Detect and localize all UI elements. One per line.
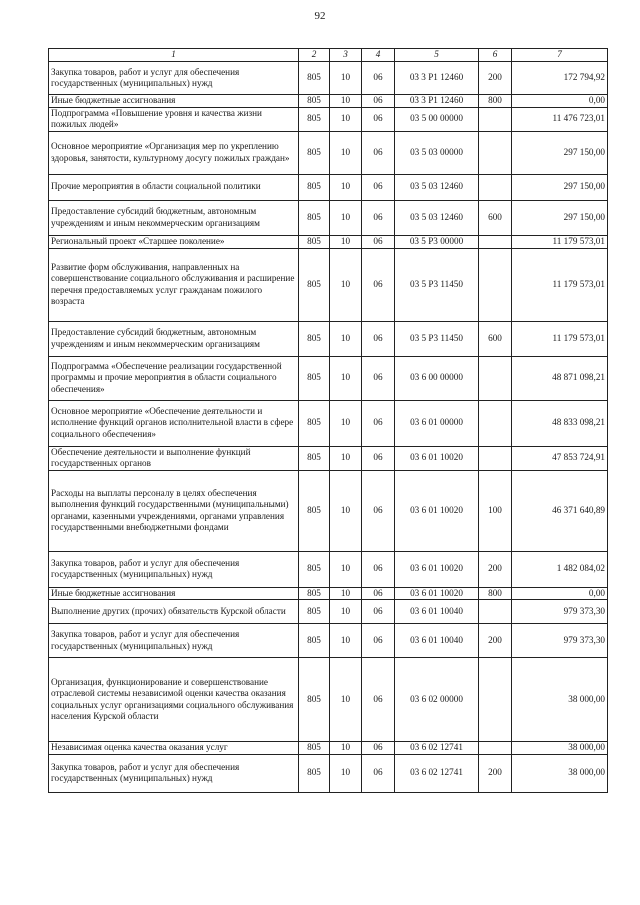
- table-row: [49, 321, 608, 356]
- row-name: Предоставление субсидий бюджетным, автономным учреждениям и иным некоммерческим организациям: [49, 321, 299, 356]
- column-header: 7: [512, 49, 608, 62]
- row-expense-type: [479, 131, 512, 174]
- row-target-article: 03 6 00 00000: [395, 356, 479, 400]
- table-row: [49, 131, 608, 174]
- row-amount: 11 179 573,01: [512, 248, 608, 321]
- row-name: Независимая оценка качества оказания услуг: [49, 742, 299, 755]
- row-name: Закупка товаров, работ и услуг для обеспечения государственных (муниципальных) нужд: [49, 551, 299, 587]
- row-grbs: 805: [299, 658, 330, 742]
- row-amount: 38 000,00: [512, 754, 608, 792]
- table-row: [49, 107, 608, 131]
- row-grbs: 805: [299, 470, 330, 551]
- row-target-article: 03 6 02 12741: [395, 742, 479, 755]
- table-row: [49, 248, 608, 321]
- row-amount: 979 373,30: [512, 624, 608, 658]
- row-amount: 38 000,00: [512, 742, 608, 755]
- row-subsection: 06: [362, 754, 395, 792]
- row-subsection: 06: [362, 95, 395, 108]
- row-grbs: 805: [299, 587, 330, 600]
- row-name: Закупка товаров, работ и услуг для обеспечения государственных (муниципальных) нужд: [49, 754, 299, 792]
- row-section: 10: [330, 742, 362, 755]
- table-row: [49, 470, 608, 551]
- row-grbs: 805: [299, 742, 330, 755]
- row-subsection: 06: [362, 600, 395, 624]
- row-target-article: 03 3 Р1 12460: [395, 62, 479, 95]
- table-row: [49, 754, 608, 792]
- row-section: 10: [330, 200, 362, 235]
- row-subsection: 06: [362, 400, 395, 446]
- row-grbs: 805: [299, 248, 330, 321]
- row-target-article: 03 5 03 00000: [395, 131, 479, 174]
- column-header: 4: [362, 49, 395, 62]
- column-number-row: [49, 49, 608, 62]
- row-expense-type: 600: [479, 200, 512, 235]
- row-subsection: 06: [362, 587, 395, 600]
- row-expense-type: [479, 446, 512, 470]
- row-target-article: 03 6 01 10020: [395, 446, 479, 470]
- row-grbs: 805: [299, 200, 330, 235]
- row-grbs: 805: [299, 107, 330, 131]
- row-section: 10: [330, 470, 362, 551]
- row-subsection: 06: [362, 248, 395, 321]
- row-target-article: 03 5 Р3 11450: [395, 321, 479, 356]
- row-target-article: 03 3 Р1 12460: [395, 95, 479, 108]
- row-amount: 297 150,00: [512, 174, 608, 200]
- row-section: 10: [330, 446, 362, 470]
- row-section: 10: [330, 62, 362, 95]
- row-grbs: 805: [299, 95, 330, 108]
- row-section: 10: [330, 587, 362, 600]
- row-name: Организация, функционирование и совершенствование отраслевой системы независимой оценки качества оказания социальных услуг организациями социального обслуживания населения Курской области: [49, 658, 299, 742]
- row-amount: 38 000,00: [512, 658, 608, 742]
- row-target-article: 03 6 01 10040: [395, 600, 479, 624]
- column-header: 3: [330, 49, 362, 62]
- row-section: 10: [330, 321, 362, 356]
- page-number: 92: [314, 10, 326, 22]
- row-grbs: 805: [299, 446, 330, 470]
- row-amount: 47 853 724,91: [512, 446, 608, 470]
- row-section: 10: [330, 248, 362, 321]
- row-name: Предоставление субсидий бюджетным, автономным учреждениям и иным некоммерческим организациям: [49, 200, 299, 235]
- row-amount: 46 371 640,89: [512, 470, 608, 551]
- row-subsection: 06: [362, 742, 395, 755]
- row-section: 10: [330, 754, 362, 792]
- row-name: Региональный проект «Старшее поколение»: [49, 235, 299, 248]
- row-target-article: 03 5 00 00000: [395, 107, 479, 131]
- column-header: 1: [49, 49, 299, 62]
- row-section: 10: [330, 600, 362, 624]
- row-target-article: 03 6 02 00000: [395, 658, 479, 742]
- table-row: [49, 624, 608, 658]
- row-target-article: 03 5 Р3 00000: [395, 235, 479, 248]
- row-grbs: 805: [299, 551, 330, 587]
- row-expense-type: 800: [479, 587, 512, 600]
- row-grbs: 805: [299, 131, 330, 174]
- row-subsection: 06: [362, 446, 395, 470]
- row-expense-type: 100: [479, 470, 512, 551]
- row-subsection: 06: [362, 356, 395, 400]
- row-subsection: 06: [362, 235, 395, 248]
- row-target-article: 03 6 01 00000: [395, 400, 479, 446]
- row-grbs: 805: [299, 754, 330, 792]
- table-row: [49, 742, 608, 755]
- row-amount: 48 833 098,21: [512, 400, 608, 446]
- row-target-article: 03 5 Р3 11450: [395, 248, 479, 321]
- row-subsection: 06: [362, 131, 395, 174]
- row-subsection: 06: [362, 658, 395, 742]
- row-expense-type: 200: [479, 754, 512, 792]
- row-name: Подпрограмма «Повышение уровня и качества жизни пожилых людей»: [49, 107, 299, 131]
- row-name: Основное мероприятие «Обеспечение деятельности и исполнение функций органов исполнительной власти в сфере социального обеспечения»: [49, 400, 299, 446]
- row-expense-type: [479, 658, 512, 742]
- row-subsection: 06: [362, 62, 395, 95]
- row-amount: 297 150,00: [512, 131, 608, 174]
- row-name: Закупка товаров, работ и услуг для обеспечения государственных (муниципальных) нужд: [49, 62, 299, 95]
- table-row: [49, 356, 608, 400]
- row-name: Основное мероприятие «Организация мер по укреплению здоровья, занятости, культурному досугу пожилых граждан»: [49, 131, 299, 174]
- budget-table: [48, 48, 608, 793]
- column-header: 2: [299, 49, 330, 62]
- row-grbs: 805: [299, 321, 330, 356]
- row-section: 10: [330, 107, 362, 131]
- table-row: [49, 174, 608, 200]
- row-subsection: 06: [362, 107, 395, 131]
- row-expense-type: [479, 742, 512, 755]
- row-expense-type: 800: [479, 95, 512, 108]
- row-section: 10: [330, 174, 362, 200]
- row-target-article: 03 5 03 12460: [395, 174, 479, 200]
- row-section: 10: [330, 235, 362, 248]
- row-subsection: 06: [362, 551, 395, 587]
- row-expense-type: [479, 235, 512, 248]
- row-amount: 0,00: [512, 587, 608, 600]
- row-grbs: 805: [299, 235, 330, 248]
- row-section: 10: [330, 95, 362, 108]
- row-section: 10: [330, 356, 362, 400]
- table-row: [49, 400, 608, 446]
- row-section: 10: [330, 658, 362, 742]
- table-row: [49, 600, 608, 624]
- row-amount: 1 482 084,02: [512, 551, 608, 587]
- row-expense-type: 200: [479, 624, 512, 658]
- table-row: [49, 95, 608, 108]
- row-subsection: 06: [362, 200, 395, 235]
- column-header: 6: [479, 49, 512, 62]
- row-amount: 979 373,30: [512, 600, 608, 624]
- table-row: [49, 658, 608, 742]
- row-section: 10: [330, 551, 362, 587]
- row-grbs: 805: [299, 400, 330, 446]
- column-header: 5: [395, 49, 479, 62]
- row-amount: 48 871 098,21: [512, 356, 608, 400]
- row-target-article: 03 6 01 10020: [395, 587, 479, 600]
- row-grbs: 805: [299, 62, 330, 95]
- row-name: Выполнение других (прочих) обязательств Курской области: [49, 600, 299, 624]
- row-section: 10: [330, 131, 362, 174]
- row-subsection: 06: [362, 470, 395, 551]
- row-grbs: 805: [299, 356, 330, 400]
- row-subsection: 06: [362, 624, 395, 658]
- row-target-article: 03 6 02 12741: [395, 754, 479, 792]
- row-grbs: 805: [299, 174, 330, 200]
- row-target-article: 03 6 01 10020: [395, 470, 479, 551]
- table-row: [49, 587, 608, 600]
- row-expense-type: [479, 356, 512, 400]
- row-name: Обеспечение деятельности и выполнение функций государственных органов: [49, 446, 299, 470]
- row-amount: 11 179 573,01: [512, 321, 608, 356]
- row-expense-type: [479, 400, 512, 446]
- row-expense-type: [479, 600, 512, 624]
- budget-table-body: [49, 62, 608, 793]
- row-name: Развитие форм обслуживания, направленных на совершенствование социального обслуживания и расширение перечня предоставляемых услуг гражданам пожилого возраста: [49, 248, 299, 321]
- table-row: [49, 446, 608, 470]
- row-name: Иные бюджетные ассигнования: [49, 587, 299, 600]
- row-amount: 11 179 573,01: [512, 235, 608, 248]
- row-section: 10: [330, 624, 362, 658]
- row-name: Иные бюджетные ассигнования: [49, 95, 299, 108]
- row-amount: 172 794,92: [512, 62, 608, 95]
- row-target-article: 03 6 01 10020: [395, 551, 479, 587]
- row-expense-type: [479, 248, 512, 321]
- table-row: [49, 200, 608, 235]
- row-expense-type: [479, 174, 512, 200]
- row-amount: 11 476 723,01: [512, 107, 608, 131]
- row-name: Прочие мероприятия в области социальной политики: [49, 174, 299, 200]
- row-grbs: 805: [299, 624, 330, 658]
- row-subsection: 06: [362, 174, 395, 200]
- row-subsection: 06: [362, 321, 395, 356]
- row-expense-type: 600: [479, 321, 512, 356]
- row-expense-type: 200: [479, 62, 512, 95]
- row-name: Закупка товаров, работ и услуг для обеспечения государственных (муниципальных) нужд: [49, 624, 299, 658]
- row-name: Расходы на выплаты персоналу в целях обеспечения выполнения функций государственными (муниципальными) органами, казенными учреждениями, органами управления государственными внебюджетными фондами: [49, 470, 299, 551]
- row-name: Подпрограмма «Обеспечение реализации государственной программы и прочие мероприятия в области социального обеспечения»: [49, 356, 299, 400]
- table-row: [49, 62, 608, 95]
- row-grbs: 805: [299, 600, 330, 624]
- row-target-article: 03 6 01 10040: [395, 624, 479, 658]
- row-amount: 0,00: [512, 95, 608, 108]
- table-row: [49, 551, 608, 587]
- row-amount: 297 150,00: [512, 200, 608, 235]
- row-section: 10: [330, 400, 362, 446]
- row-expense-type: [479, 107, 512, 131]
- row-target-article: 03 5 03 12460: [395, 200, 479, 235]
- table-row: [49, 235, 608, 248]
- row-expense-type: 200: [479, 551, 512, 587]
